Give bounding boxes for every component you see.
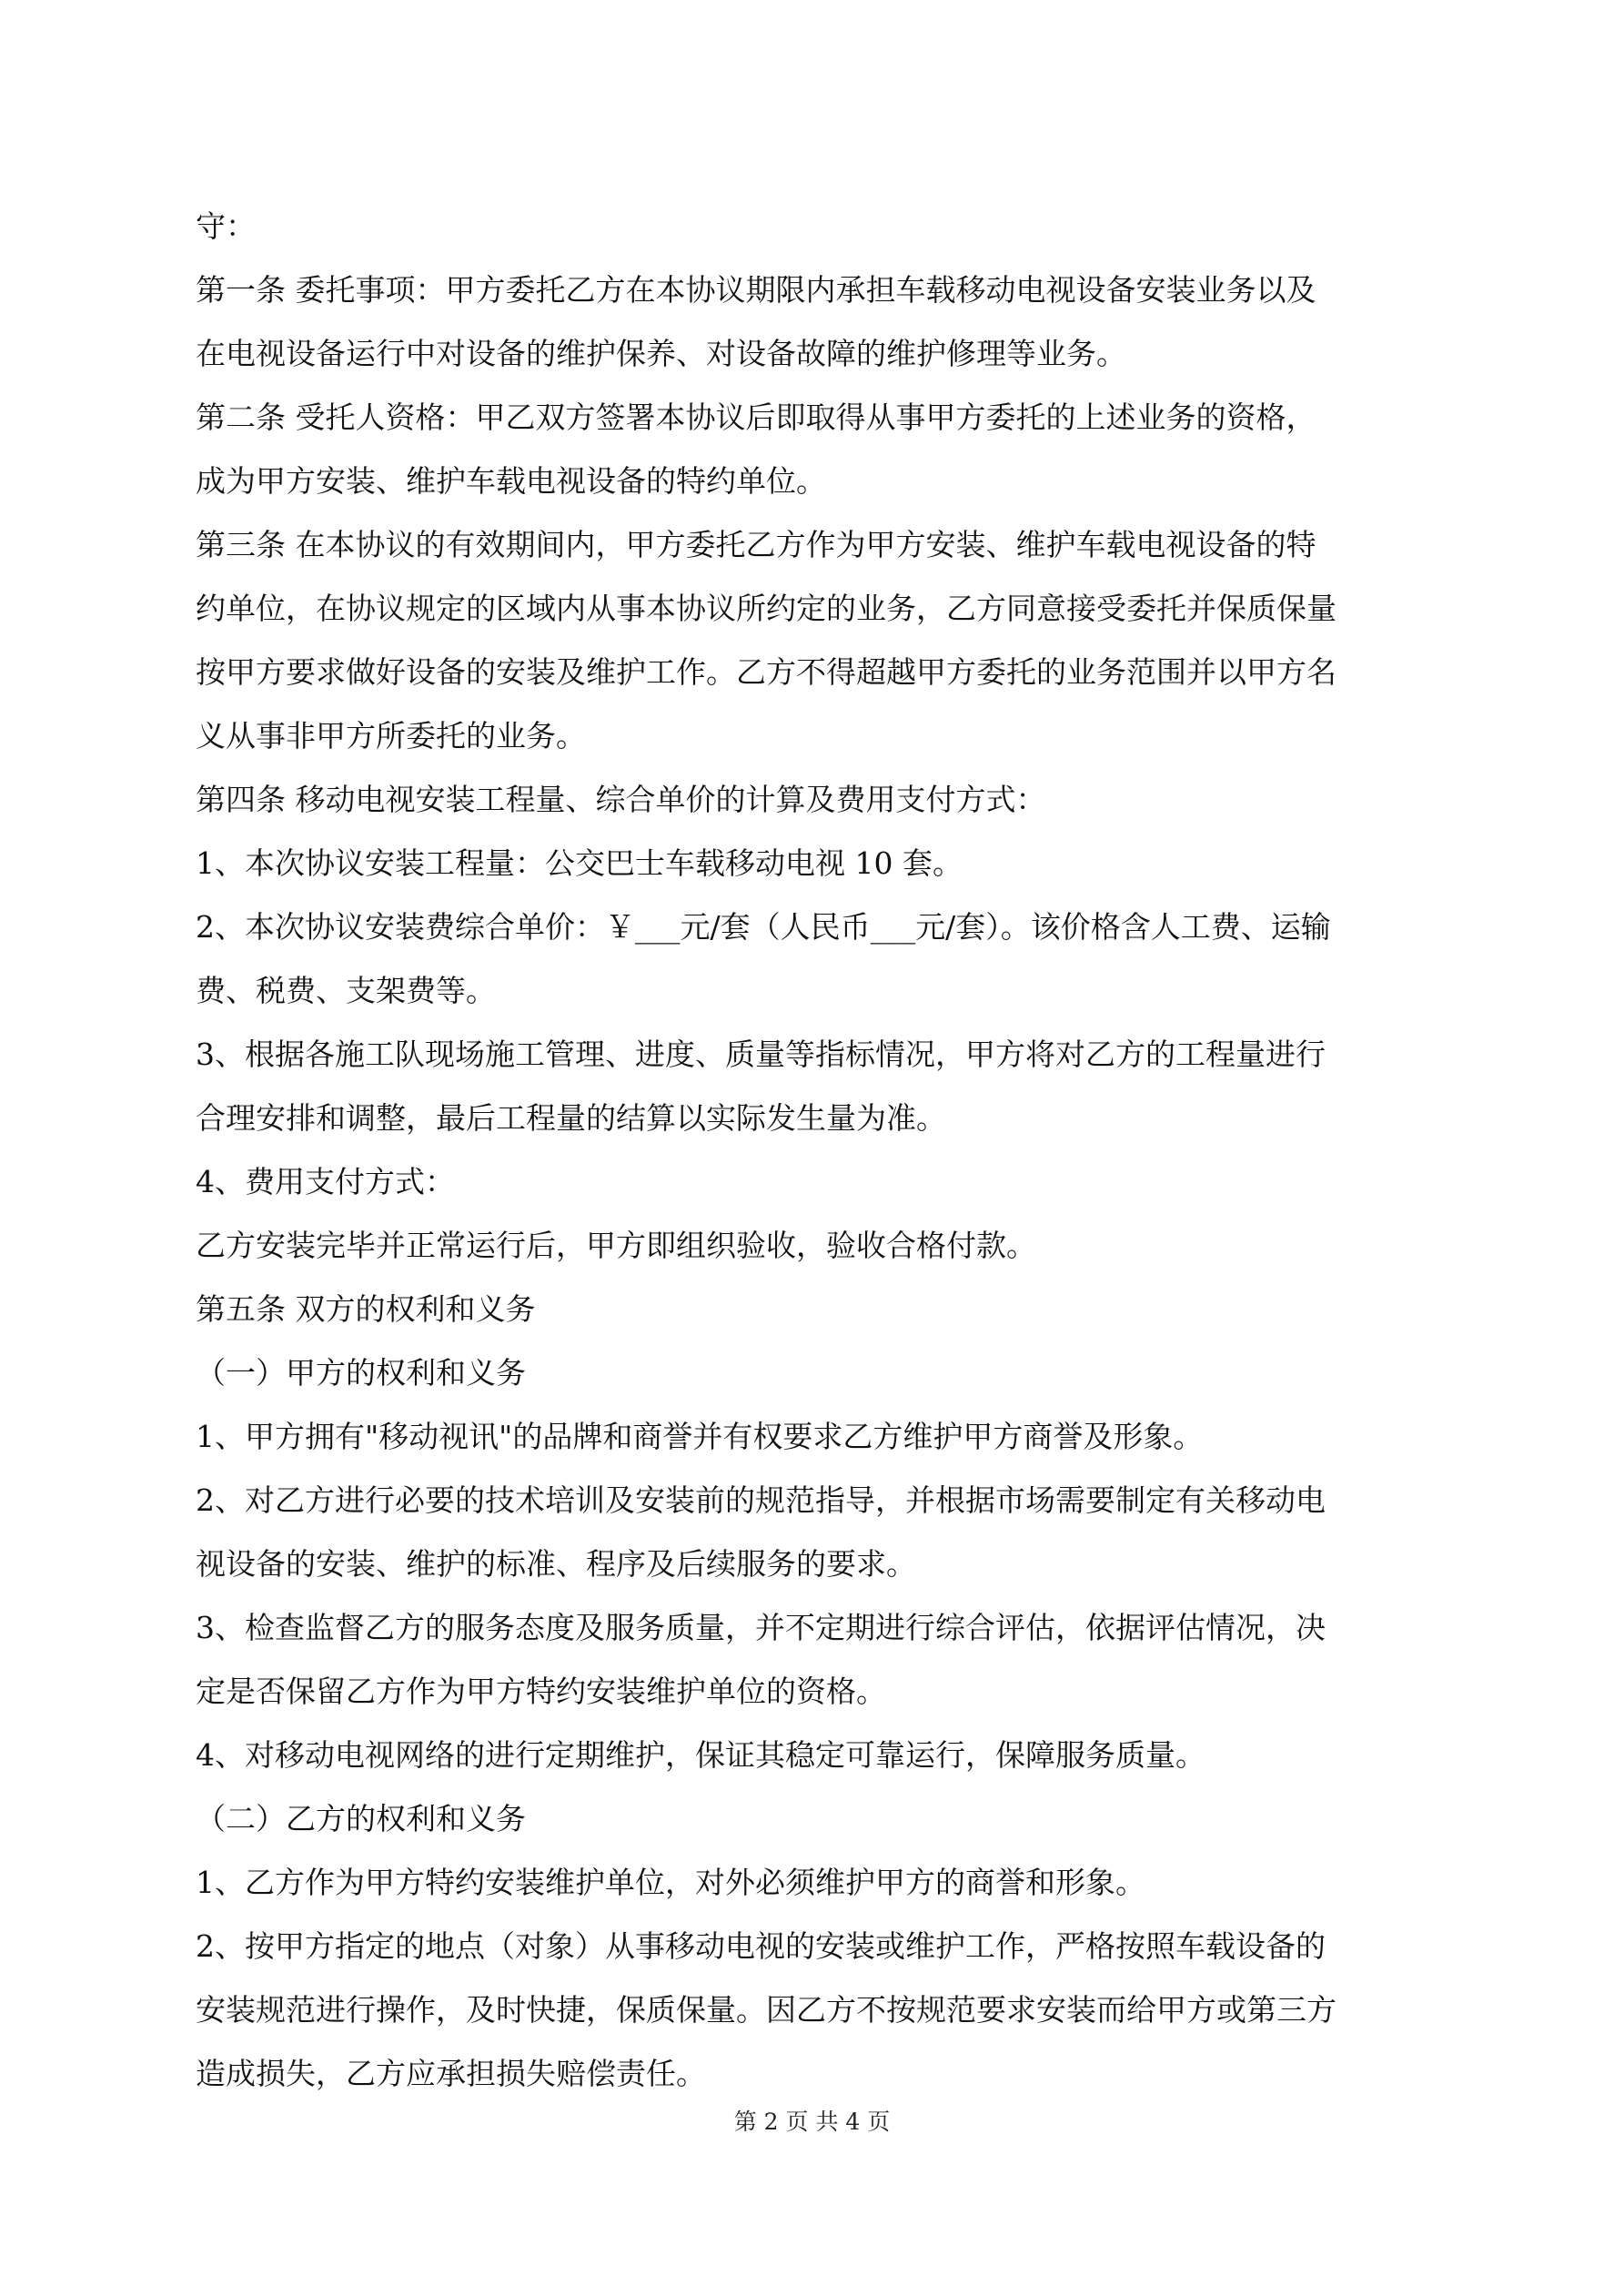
text-line: 合理安排和调整，最后工程量的结算以实际发生量为准。 <box>196 1100 946 1136</box>
text-line: 守： <box>196 208 256 244</box>
text-line: 按甲方要求做好设备的安装及维护工作。乙方不得超越甲方委托的业务范围并以甲方名 <box>196 654 1337 690</box>
text-line: 3、检查监督乙方的服务态度及服务质量，并不定期进行综合评估，依据评估情况，决 <box>196 1610 1326 1645</box>
text-line: 造成损失，乙方应承担损失赔偿责任。 <box>196 2056 706 2091</box>
text-line: （一）甲方的权利和义务 <box>196 1355 526 1391</box>
page-number-footer: 第 2 页 共 4 页 <box>733 2109 891 2135</box>
text-line: 在电视设备运行中对设备的维护保养、对设备故障的维护修理等业务。 <box>196 336 1126 371</box>
text-line: 费、税费、支架费等。 <box>196 973 496 1008</box>
text-line: 第三条 在本协议的有效期间内，甲方委托乙方作为甲方安装、维护车载电视设备的特 <box>196 527 1316 562</box>
text-line: 第五条 双方的权利和义务 <box>196 1291 536 1327</box>
text-line: 视设备的安装、维护的标准、程序及后续服务的要求。 <box>196 1546 916 1582</box>
text-line: 2、对乙方进行必要的技术培训及安装前的规范指导，并根据市场需要制定有关移动电 <box>196 1482 1326 1518</box>
text-line: 3、根据各施工队现场施工管理、进度、质量等指标情况，甲方将对乙方的工程量进行 <box>196 1037 1326 1072</box>
text-line: 1、甲方拥有"移动视讯"的品牌和商誉并有权要求乙方维护甲方商誉及形象。 <box>196 1419 1204 1454</box>
text-line: 义从事非甲方所委托的业务。 <box>196 718 586 754</box>
text-line: 4、对移动电视网络的进行定期维护，保证其稳定可靠运行，保障服务质量。 <box>196 1737 1205 1773</box>
text-line: 4、费用支付方式： <box>196 1164 455 1199</box>
text-line: （二）乙方的权利和义务 <box>196 1801 526 1836</box>
text-line: 约单位，在协议规定的区域内从事本协议所约定的业务，乙方同意接受委托并保质保量 <box>196 591 1337 626</box>
text-line: 2、按甲方指定的地点（对象）从事移动电视的安装或维护工作，严格按照车载设备的 <box>196 1928 1326 1964</box>
text-line: 第一条 委托事项：甲方委托乙方在本协议期限内承担车载移动电视设备安装业务以及 <box>196 272 1316 308</box>
text-line: 第二条 受托人资格：甲乙双方签署本协议后即取得从事甲方委托的上述业务的资格， <box>196 400 1316 435</box>
text-line: 乙方安装完毕并正常运行后，甲方即组织验收，验收合格付款。 <box>196 1228 1036 1263</box>
text-line: 第四条 移动电视安装工程量、综合单价的计算及费用支付方式： <box>196 782 1046 817</box>
document-body <box>196 195 1451 2106</box>
text-line: 1、本次协议安装工程量：公交巴士车载移动电视 10 套。 <box>196 845 963 881</box>
text-line: 定是否保留乙方作为甲方特约安装维护单位的资格。 <box>196 1674 886 1709</box>
text-line: 安装规范进行操作，及时快捷，保质保量。因乙方不按规范要求安装而给甲方或第三方 <box>196 1992 1337 2028</box>
text-line: 成为甲方安装、维护车载电视设备的特约单位。 <box>196 463 826 499</box>
text-line: 2、本次协议安装费综合单价：￥___元/套（人民币___元/套）。该价格含人工费、运输 <box>196 909 1331 945</box>
text-line: 1、乙方作为甲方特约安装维护单位，对外必须维护甲方的商誉和形象。 <box>196 1865 1145 1900</box>
